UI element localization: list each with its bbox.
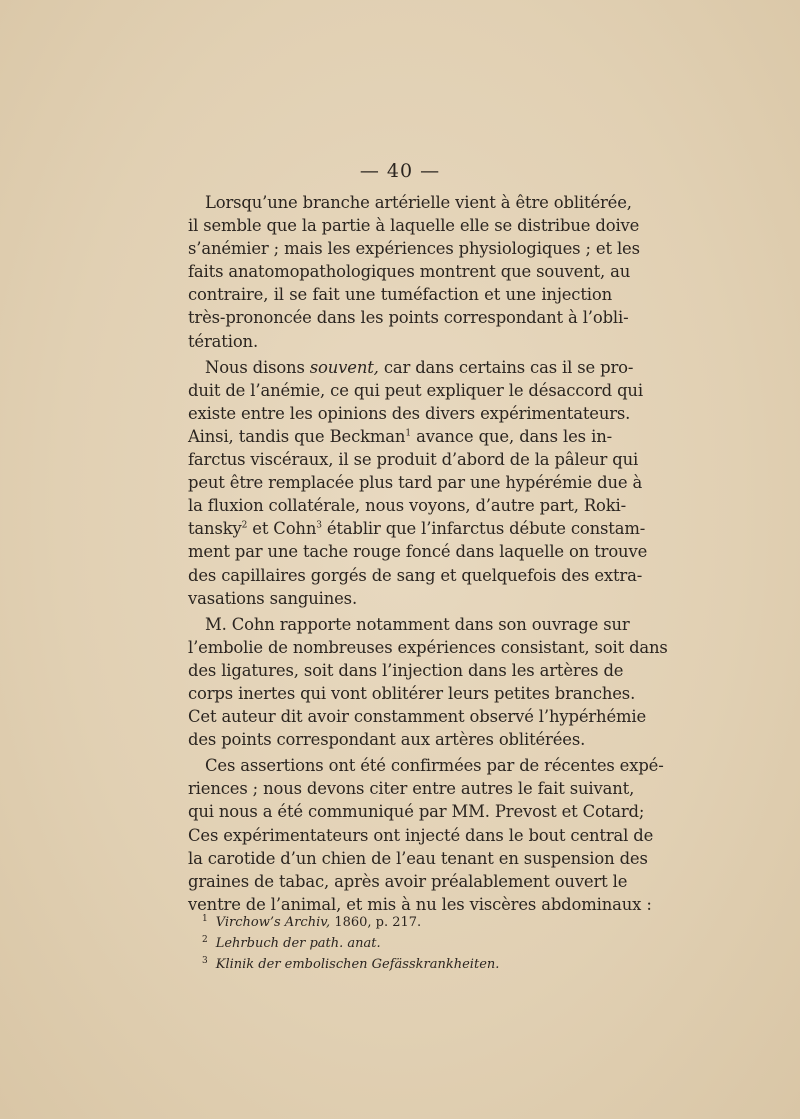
footnote-mark: 1 [202,913,208,924]
footnote [202,954,622,975]
text-line: tération. [188,331,259,351]
text-segment: Nous disons [205,357,305,377]
text-line: riences ; nous devons citer entre autres le fait suivant, [188,779,635,799]
text-line: graines de tabac, après avoir préalablement ouvert le [188,871,628,891]
text-line: très-prononcée dans les points correspondant à l’obli- [188,308,629,328]
text-line: Ces assertions ont été confirmées par de récentes expé- [205,756,664,776]
text-segment: tansky [188,519,242,539]
text-segment: avance que, dans les in- [416,426,613,446]
text-line: contraire, il se fait une tuméfaction et une injection [188,285,612,305]
text-line: des ligatures, soit dans l’injection dans les artères de [188,660,624,680]
footnote-ref: 2 [241,520,248,531]
text-line: des capillaires gorgés de sang et quelquefois des extra- [188,565,643,585]
footnote-title: Lehrbuch der path. anat. [215,936,381,951]
footnote-ref: 1 [405,428,411,439]
text-line: la carotide d’un chien de l’eau tenant en suspension des [188,848,648,868]
text-line: faits anatomopathologiques montrent que souvent, au [188,262,631,282]
page-number: — 40 — [359,160,441,182]
text-line: ment par une tache rouge foncé dans laquelle on trouve [188,542,648,562]
text-segment: Ainsi, tandis que Beckman [188,426,406,446]
footnote-ref: 3 [316,520,322,531]
text-line: Cet auteur dit avoir constamment observé l’hypérhémie [188,707,647,727]
text-line: Ces expérimentateurs ont injecté dans le bout central de [188,825,654,845]
footnote-detail: 1860, p. 217. [334,915,422,930]
footnote-title: Klinik der embolischen Gefässkrankheiten. [215,957,500,972]
text-line: Lorsqu’une branche artérielle vient à être oblitérée, [205,193,632,212]
text-line: vasations sanguines. [188,588,357,608]
footnotes [202,912,622,975]
text-line [188,356,634,379]
footnote [202,912,622,933]
text-line: corps inertes qui vont oblitérer leurs petites branches. [188,683,636,703]
footnote-mark: 3 [202,955,208,966]
text-line: des points correspondant aux artères oblitérées. [188,730,586,750]
footnote-mark: 2 [202,934,208,945]
footnote [202,933,622,954]
footnote-title: Virchow’s Archiv, [215,915,331,930]
text-segment: et Cohn [252,519,317,539]
text-line [188,517,646,540]
text-line: M. Cohn rapporte notamment dans son ouvrage sur [205,614,630,634]
text-line: la fluxion collatérale, nous voyons, d’autre part, Roki- [188,496,627,516]
text-line: ventre de l’animal, et mis à nu les viscères abdominaux : [188,894,652,914]
text-segment: établir que l’infarctus débute constam- [326,519,646,539]
text-segment: car dans certains cas il se pro- [383,357,634,377]
text-line [188,425,612,448]
text-line: duit de l’anémie, ce qui peut expliquer le désaccord qui [188,380,643,400]
text-line: existe entre les opinions des divers expérimentateurs. [188,403,631,423]
text-line: l’embolie de nombreuses expériences consistant, soit dans [188,637,668,657]
text-line: il semble que la partie à laquelle elle se distribue doive [188,216,640,236]
text-line: farctus viscéraux, il se produit d’abord de la pâleur qui [188,450,639,470]
body-text [188,191,668,916]
emphasis-text: souvent, [309,357,379,377]
text-line: peut être remplacée plus tard par une hypérémie due à [188,473,643,493]
text-line: s’anémier ; mais les expériences physiologiques ; et les [188,239,640,259]
text-line: qui nous a été communiqué par MM. Prevost et Cotard; [188,802,645,822]
